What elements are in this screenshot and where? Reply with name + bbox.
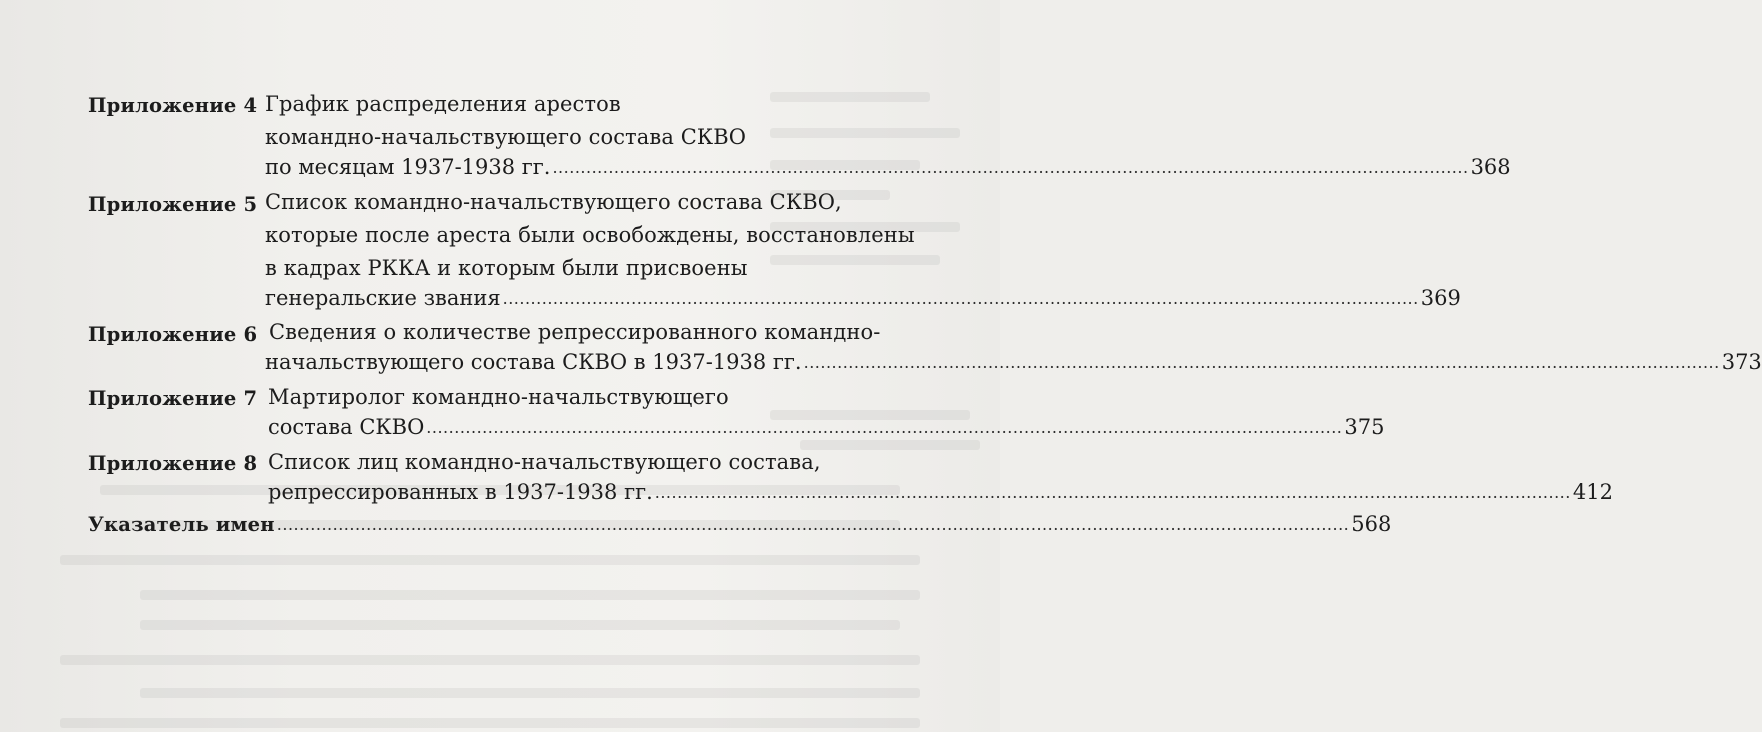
entry-title-line: в кадрах РККА и которым были присвоены (265, 256, 748, 280)
entry-title-line: начальствующего состава СКВО в 1937-1938 гг. (265, 350, 802, 374)
dot-leader: .................................................................................................................................................................... (426, 418, 1343, 437)
entry-leader-line (265, 155, 1511, 179)
entry-title-line: График распределения арестов (265, 92, 621, 116)
dot-leader: .................................................................................................................................................................... (552, 158, 1469, 177)
page-number: 373 (1721, 350, 1762, 374)
entry-title-line: командно-начальствующего состава СКВО (265, 125, 747, 149)
entry-label: Указатель имен (88, 513, 275, 536)
entry-label: Приложение 5 (88, 193, 258, 216)
dot-leader: .................................................................................................................................................................... (654, 483, 1571, 502)
entry-leader-line (268, 415, 1385, 439)
page-number: 368 (1470, 155, 1511, 179)
entry-title-line: Сведения о количестве репрессированного командно- (269, 320, 881, 344)
entry-leader-line (268, 480, 1613, 504)
entry-title-line: генеральские звания (265, 286, 501, 310)
page-number: 412 (1572, 480, 1613, 504)
entry-leader-line (265, 350, 1762, 374)
entry-title-line: состава СКВО (268, 415, 425, 439)
entry-label: Приложение 4 (88, 94, 258, 117)
page-number: 568 (1351, 512, 1392, 536)
entry-label: Приложение 8 (88, 452, 258, 475)
page-number: 369 (1420, 286, 1461, 310)
entry-title-line: Список командно-начальствующего состава СКВО, (265, 190, 842, 214)
dot-leader: .................................................................................................................................................................... (803, 353, 1720, 372)
dot-leader: ................................................................................................................................................................................................ (276, 515, 1350, 534)
entry-title-line: по месяцам 1937-1938 гг. (265, 155, 551, 179)
entry-title-line: Мартиролог командно-начальствующего (268, 385, 729, 409)
entry-leader-line (265, 286, 1461, 310)
entry-leader-line (88, 512, 1392, 536)
entry-title-line: Список лиц командно-начальствующего состава, (268, 450, 821, 474)
entry-title-line: которые после ареста были освобождены, восстановлены (265, 223, 915, 247)
entry-title-line: репрессированных в 1937-1938 гг. (268, 480, 653, 504)
dot-leader: .................................................................................................................................................................... (502, 289, 1419, 308)
page-number: 375 (1344, 415, 1385, 439)
entry-label: Приложение 7 (88, 387, 258, 410)
entry-label: Приложение 6 (88, 323, 258, 346)
